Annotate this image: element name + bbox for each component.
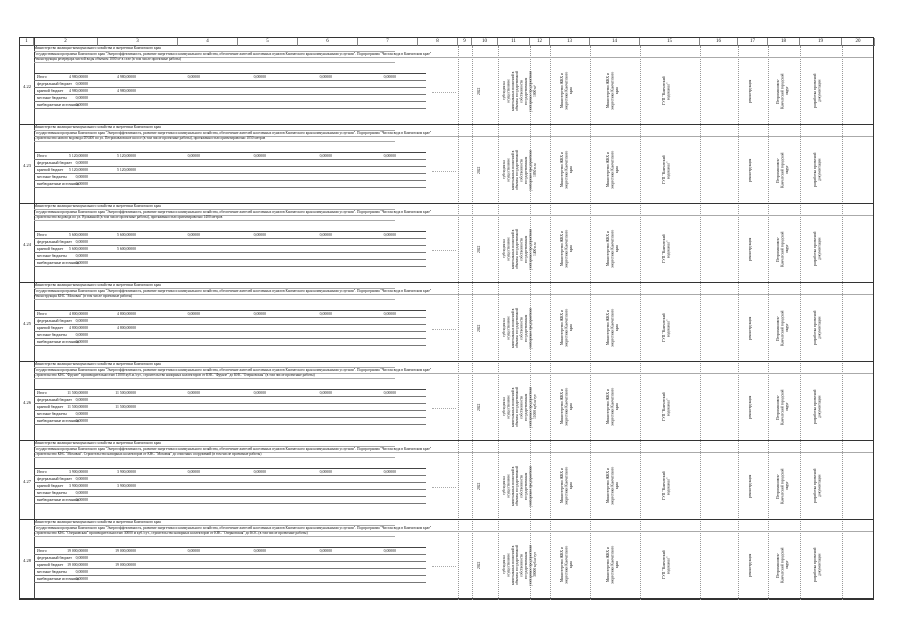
finance-row xyxy=(34,246,426,253)
project-description: Министерство жилищно-коммунального хозяйства и энергетики Камчатского края xyxy=(34,362,395,368)
project-section xyxy=(20,283,873,362)
finance-table xyxy=(34,231,426,268)
finance-row xyxy=(34,253,426,260)
finance-row xyxy=(34,411,426,418)
row-value: 0,00000 xyxy=(75,333,88,337)
project-description: Государственная программа Камчатского края "Энергоэффективность, развитие энергетики и коммунального хозяйства, обеспечение жителей населенных пунктов Камчатского края коммунальными услугами". Подпрограмма "Чистая вода в Камчатском крае" xyxy=(34,368,873,374)
finance-row xyxy=(34,260,426,267)
row-label: местные бюджеты xyxy=(37,412,67,416)
project-description: Реконструкция резервуара чистой воды объемом 1000 м³ в селе (в том числе проектные работы) xyxy=(34,57,395,63)
row-value: 11 500,00000 xyxy=(115,391,136,395)
row-value: 0,00000 xyxy=(319,470,332,474)
stage-label: разработка проектной документации xyxy=(813,389,822,425)
row-label: краевой бюджет xyxy=(37,405,64,409)
funding-form: субсидия на осуществление капитальных вложений в объекты государственной собственности государственным унитарным предприятиям xyxy=(502,465,533,507)
header-cell: 3 xyxy=(98,38,178,46)
municipality-label: Петропавловск- Камчатский городской округ xyxy=(776,310,789,346)
operator-label: ГУП "Камчатский водоканал" xyxy=(662,155,671,185)
row-value: 4 980,00000 xyxy=(69,75,88,79)
row-value: 0,00000 xyxy=(75,96,88,100)
project-section xyxy=(20,46,873,125)
header-cell: 10 xyxy=(472,38,498,46)
row-label: краевой бюджет xyxy=(37,326,64,330)
finance-table xyxy=(34,152,426,189)
header-cell: 1 xyxy=(20,38,34,46)
funding-form: субсидия на осуществление капитальных вложений в объекты государственной собственности государственным унитарным предприятиям xyxy=(502,228,533,270)
header-cell: 18 xyxy=(768,38,800,46)
row-label: местные бюджеты xyxy=(37,175,67,179)
customer-label: Министерство ЖКХ и энергетики Камчатского края xyxy=(560,229,573,269)
stage-label: разработка проектной документации xyxy=(813,468,822,504)
project-section xyxy=(20,204,873,283)
row-value: 0,00000 xyxy=(253,391,266,395)
row-value: 0,00000 xyxy=(75,254,88,258)
row-value: 4 800,00000 xyxy=(117,312,136,316)
row-value: 0,00000 xyxy=(383,470,396,474)
row-value: 0,00000 xyxy=(75,182,88,186)
finance-table xyxy=(34,547,426,584)
project-code: 4.22 xyxy=(23,84,31,89)
finance-row xyxy=(34,325,426,332)
row-label: краевой бюджет xyxy=(37,168,64,172)
header-cell: 4 xyxy=(178,38,238,46)
row-value: 0,00000 xyxy=(383,154,396,158)
finance-row xyxy=(34,181,426,188)
row-value: 19 000,00000 xyxy=(67,563,88,567)
header-cell: 20 xyxy=(842,38,875,46)
project-description: Министерство жилищно-коммунального хозяйства и энергетики Камчатского края xyxy=(34,46,395,52)
row-value: 11 500,00000 xyxy=(115,405,136,409)
project-description: Государственная программа Камчатского края "Энергоэффективность, развитие энергетики и коммунального хозяйства, обеспечение жителей населенных пунктов Камчатского края коммунальными услугами". Подпрограмма "Чистая вода в Камчатском крае" xyxy=(34,526,873,532)
row-label: Итого xyxy=(37,470,47,474)
stage-label: разработка проектной документации xyxy=(813,231,822,267)
row-label: внебюджетные источники xyxy=(37,498,80,502)
row-label: федеральный бюджет xyxy=(37,82,72,86)
row-label: федеральный бюджет xyxy=(37,556,72,560)
developer-label: Министерство ЖКХ и энергетики Камчатского края xyxy=(606,545,619,585)
project-code: 4.23 xyxy=(23,163,31,168)
row-value: 0,00000 xyxy=(75,477,88,481)
row-value: 0,00000 xyxy=(187,154,200,158)
customer-label: Министерство ЖКХ и энергетики Камчатского края xyxy=(560,545,573,585)
finance-row xyxy=(34,74,426,81)
project-code: 4.25 xyxy=(23,321,31,326)
operator-label: ГУП "Камчатский водоканал" xyxy=(662,550,671,580)
finance-row xyxy=(34,318,426,325)
finance-row xyxy=(34,232,426,239)
finance-row xyxy=(34,81,426,88)
year-label: 2022 xyxy=(477,561,481,569)
project-description: Реконструкция КНС "Моховая" (в том числе проектные работы) xyxy=(34,294,395,300)
investment-table xyxy=(19,37,874,600)
row-label: Итого xyxy=(37,75,47,79)
customer-label: Министерство ЖКХ и энергетики Камчатского края xyxy=(560,150,573,190)
funding-form: субсидия на осуществление капитальных вложений в объекты государственной собственности государственным унитарным предприятиям xyxy=(502,386,533,428)
finance-row xyxy=(34,497,426,504)
row-value: 0,00000 xyxy=(383,549,396,553)
row-value: 4 800,00000 xyxy=(69,312,88,316)
row-value: 0,00000 xyxy=(187,75,200,79)
dotted-filler xyxy=(432,92,456,93)
project-description: Министерство жилищно-коммунального хозяйства и энергетики Камчатского края xyxy=(34,441,395,447)
row-value: 0,00000 xyxy=(75,498,88,502)
row-label: внебюджетные источники xyxy=(37,340,80,344)
row-value: 0,00000 xyxy=(187,470,200,474)
dotted-filler xyxy=(432,250,456,251)
row-value: 0,00000 xyxy=(383,233,396,237)
row-value: 0,00000 xyxy=(253,154,266,158)
finance-row xyxy=(34,576,426,583)
header-cell: 9 xyxy=(458,38,472,46)
row-value: 0,00000 xyxy=(319,391,332,395)
row-label: внебюджетные источники xyxy=(37,261,80,265)
stage-label: разработка проектной документации xyxy=(813,547,822,583)
row-value: 5 120,00000 xyxy=(69,168,88,172)
row-value: 11 500,00000 xyxy=(67,391,88,395)
project-code: 4.24 xyxy=(23,242,31,247)
capacity-label: 30000 куб.м/сут xyxy=(533,552,537,578)
work-type-label: реконструкция xyxy=(748,474,752,498)
finance-table xyxy=(34,389,426,426)
finance-row xyxy=(34,404,426,411)
year-label: 2022 xyxy=(477,166,481,174)
row-value: 0,00000 xyxy=(319,154,332,158)
work-type-label: реконструкция xyxy=(748,316,752,340)
row-value: 0,00000 xyxy=(75,161,88,165)
row-value: 5 120,00000 xyxy=(69,154,88,158)
project-description: Строительство КНС "Моховая". Строительство напорных коллекторов от КНС "Моховая" до очистных сооружений (в том числе проектные работы) xyxy=(34,452,395,458)
row-label: внебюджетные источники xyxy=(37,182,80,186)
municipality-label: Петропавловск- Камчатский городской округ xyxy=(776,231,789,267)
row-value: 0,00000 xyxy=(75,419,88,423)
developer-label: Министерство ЖКХ и энергетики Камчатского края xyxy=(606,387,619,427)
row-label: внебюджетные источники xyxy=(37,103,80,107)
row-value: 0,00000 xyxy=(187,233,200,237)
finance-row xyxy=(34,569,426,576)
row-value: 5 600,00000 xyxy=(69,247,88,251)
municipality-label: Петропавловск- Камчатский городской округ xyxy=(776,468,789,504)
finance-row xyxy=(34,239,426,246)
stage-label: разработка проектной документации xyxy=(813,152,822,188)
row-value: 3 900,00000 xyxy=(69,484,88,488)
row-value: 0,00000 xyxy=(187,312,200,316)
project-description: Министерство жилищно-коммунального хозяйства и энергетики Камчатского края xyxy=(34,125,395,131)
finance-row xyxy=(34,562,426,569)
project-description: Министерство жилищно-коммунального хозяйства и энергетики Камчатского края xyxy=(34,520,395,526)
row-value: 4 980,00000 xyxy=(117,75,136,79)
funding-form: субсидия на осуществление капитальных вложений в объекты государственной собственности государственным унитарным предприятиям xyxy=(502,149,533,191)
header-cell: 17 xyxy=(738,38,768,46)
finance-row xyxy=(34,397,426,404)
project-section xyxy=(20,520,873,599)
header-cell: 11 xyxy=(498,38,530,46)
finance-row xyxy=(34,167,426,174)
row-value: 19 000,00000 xyxy=(115,549,136,553)
row-value: 4 980,00000 xyxy=(117,89,136,93)
project-section xyxy=(20,125,873,204)
header-cell: 16 xyxy=(700,38,738,46)
header-cell: 2 xyxy=(34,38,98,46)
row-label: местные бюджеты xyxy=(37,333,67,337)
row-value: 5 600,00000 xyxy=(117,233,136,237)
project-description: Государственная программа Камчатского края "Энергоэффективность, развитие энергетики и коммунального хозяйства, обеспечение жителей населенных пунктов Камчатского края коммунальными услугами". Подпрограмма "Чистая вода в Камчатском крае" xyxy=(34,52,873,58)
header-cell: 19 xyxy=(800,38,842,46)
row-value: 0,00000 xyxy=(75,175,88,179)
row-label: Итого xyxy=(37,233,47,237)
year-label: 2022 xyxy=(477,245,481,253)
row-label: Итого xyxy=(37,154,47,158)
customer-label: Министерство ЖКХ и энергетики Камчатского края xyxy=(560,387,573,427)
dotted-filler xyxy=(432,329,456,330)
operator-label: ГУП "Камчатский водоканал" xyxy=(662,392,671,422)
row-value: 5 600,00000 xyxy=(69,233,88,237)
row-label: краевой бюджет xyxy=(37,484,64,488)
header-cell: 8 xyxy=(418,38,458,46)
dotted-filler xyxy=(432,171,456,172)
dotted-filler xyxy=(432,487,456,488)
row-value: 4 980,00000 xyxy=(69,89,88,93)
row-value: 5 120,00000 xyxy=(117,168,136,172)
row-value: 3 900,00000 xyxy=(117,484,136,488)
funding-form: субсидия на осуществление капитальных вложений в объекты государственной собственности государственным унитарным предприятиям xyxy=(502,544,533,586)
row-value: 3 900,00000 xyxy=(117,470,136,474)
work-type-label: реконструкция xyxy=(748,237,752,261)
work-type-label: реконструкция xyxy=(748,553,752,577)
finance-row xyxy=(34,311,426,318)
row-value: 0,00000 xyxy=(319,312,332,316)
customer-label: Министерство ЖКХ и энергетики Камчатского края xyxy=(560,466,573,506)
dotted-filler xyxy=(432,408,456,409)
project-description: Строительство нового водовода DN400 по ул. Петропавловское шоссе (в том числе проектные работы), протяженностью ориентировочно 1050 метров xyxy=(34,136,395,142)
row-label: краевой бюджет xyxy=(37,563,64,567)
finance-row xyxy=(34,88,426,95)
row-value: 0,00000 xyxy=(75,570,88,574)
row-value: 0,00000 xyxy=(75,82,88,86)
finance-table xyxy=(34,468,426,505)
funding-form: субсидия на осуществление капитальных вложений в объекты государственной собственности государственным унитарным предприятиям xyxy=(502,70,533,112)
finance-row xyxy=(34,95,426,102)
capacity-label: 1050 п.м xyxy=(533,163,537,177)
developer-label: Министерство ЖКХ и энергетики Камчатского края xyxy=(606,150,619,190)
year-label: 2022 xyxy=(477,87,481,95)
finance-row xyxy=(34,548,426,555)
row-value: 0,00000 xyxy=(187,391,200,395)
customer-label: Министерство ЖКХ и энергетики Камчатского края xyxy=(560,71,573,111)
project-code: 4.27 xyxy=(23,479,31,484)
row-label: местные бюджеты xyxy=(37,96,67,100)
work-type-label: реконструкция xyxy=(748,158,752,182)
row-label: краевой бюджет xyxy=(37,247,64,251)
developer-label: Министерство ЖКХ и энергетики Камчатского края xyxy=(606,308,619,348)
project-section xyxy=(20,441,873,520)
project-description: Строительство КНС "Озерновская" производительностью 30000 м куб./сут., строительство напорных коллекторов от КНС "Озерновская" до КОС (в том числе проектные работы) xyxy=(34,531,395,537)
row-value: 0,00000 xyxy=(75,240,88,244)
row-label: внебюджетные источники xyxy=(37,419,80,423)
finance-row xyxy=(34,469,426,476)
row-value: 0,00000 xyxy=(187,549,200,553)
row-value: 0,00000 xyxy=(253,233,266,237)
municipality-label: Петропавловск- Камчатский городской округ xyxy=(776,389,789,425)
capacity-label: 1400 п.м xyxy=(533,242,537,256)
row-value: 0,00000 xyxy=(75,340,88,344)
finance-row xyxy=(34,483,426,490)
year-label: 2022 xyxy=(477,482,481,490)
row-value: 0,00000 xyxy=(75,577,88,581)
operator-label: ГУП "Камчатский водоканал" xyxy=(662,234,671,264)
row-value: 0,00000 xyxy=(75,556,88,560)
year-label: 2022 xyxy=(477,403,481,411)
project-section xyxy=(20,362,873,441)
row-label: Итого xyxy=(37,312,47,316)
funding-form: субсидия на осуществление капитальных вложений в объекты государственной собственности государственным унитарным предприятиям xyxy=(502,307,533,349)
row-value: 19 000,00000 xyxy=(115,563,136,567)
project-description: Министерство жилищно-коммунального хозяйства и энергетики Камчатского края xyxy=(34,204,395,210)
row-value: 0,00000 xyxy=(383,391,396,395)
row-label: федеральный бюджет xyxy=(37,319,72,323)
project-code: 4.26 xyxy=(23,400,31,405)
stage-label: разработка проектной документации xyxy=(813,310,822,346)
project-description: Государственная программа Камчатского края "Энергоэффективность, развитие энергетики и коммунального хозяйства, обеспечение жителей населенных пунктов Камчатского края коммунальными услугами". Подпрограмма "Чистая вода в Камчатском крае" xyxy=(34,131,873,137)
row-value: 0,00000 xyxy=(75,261,88,265)
project-description: Строительство водовода по ул. Вулканной (в том числе проектные работы), протяженностью ориентировочно 1400 метров xyxy=(34,215,395,221)
row-value: 11 500,00000 xyxy=(67,405,88,409)
row-label: местные бюджеты xyxy=(37,491,67,495)
row-label: Итого xyxy=(37,391,47,395)
row-value: 0,00000 xyxy=(383,75,396,79)
header-cell: 7 xyxy=(358,38,418,46)
row-value: 0,00000 xyxy=(253,470,266,474)
row-value: 0,00000 xyxy=(253,312,266,316)
work-type-label: реконструкция xyxy=(748,79,752,103)
developer-label: Министерство ЖКХ и энергетики Камчатского края xyxy=(606,466,619,506)
row-value: 0,00000 xyxy=(75,398,88,402)
developer-label: Министерство ЖКХ и энергетики Камчатского края xyxy=(606,229,619,269)
operator-label: ГУП "Камчатский водоканал" xyxy=(662,471,671,501)
operator-label: ГУП "Камчатский водоканал" xyxy=(662,313,671,343)
operator-label: ГУП "Камчатский водоканал" xyxy=(662,76,671,106)
finance-table xyxy=(34,310,426,347)
row-value: 4 800,00000 xyxy=(69,326,88,330)
row-label: местные бюджеты xyxy=(37,570,67,574)
row-label: Итого xyxy=(37,549,47,553)
finance-row xyxy=(34,332,426,339)
project-description: Министерство жилищно-коммунального хозяйства и энергетики Камчатского края xyxy=(34,283,395,289)
row-label: местные бюджеты xyxy=(37,254,67,258)
capacity-label: 11000 куб.м/сут xyxy=(533,394,537,420)
row-value: 5 600,00000 xyxy=(117,247,136,251)
finance-row xyxy=(34,102,426,109)
finance-row xyxy=(34,390,426,397)
municipality-label: Петропавловск- Камчатский городской округ xyxy=(776,547,789,583)
row-value: 4 800,00000 xyxy=(117,326,136,330)
project-description: Государственная программа Камчатского края "Энергоэффективность, развитие энергетики и коммунального хозяйства, обеспечение жителей населенных пунктов Камчатского края коммунальными услугами". Подпрограмма "Чистая вода в Камчатском крае" xyxy=(34,447,873,453)
work-type-label: реконструкция xyxy=(748,395,752,419)
developer-label: Министерство ЖКХ и энергетики Камчатского края xyxy=(606,71,619,111)
project-description: Государственная программа Камчатского края "Энергоэффективность, развитие энергетики и коммунального хозяйства, обеспечение жителей населенных пунктов Камчатского края коммунальными услугами". Подпрограмма "Чистая вода в Камчатском крае" xyxy=(34,210,873,216)
row-value: 0,00000 xyxy=(253,75,266,79)
customer-label: Министерство ЖКХ и энергетики Камчатского края xyxy=(560,308,573,348)
row-label: федеральный бюджет xyxy=(37,161,72,165)
project-code: 4.28 xyxy=(23,558,31,563)
row-value: 0,00000 xyxy=(75,412,88,416)
row-value: 5 120,00000 xyxy=(117,154,136,158)
row-value: 0,00000 xyxy=(75,491,88,495)
row-value: 0,00000 xyxy=(319,75,332,79)
project-description: Строительство КНС "Фрунзе" производительностью 11000 куб.м./сут., строительство напорных коллекторов от КНС "Фрунзе" до КНС "Озерновская" (в том числе проектные работы) xyxy=(34,373,395,379)
row-label: федеральный бюджет xyxy=(37,398,72,402)
row-label: федеральный бюджет xyxy=(37,477,72,481)
municipality-label: Петропавловск- Камчатский городской округ xyxy=(776,152,789,188)
row-label: краевой бюджет xyxy=(37,89,64,93)
row-label: федеральный бюджет xyxy=(37,240,72,244)
finance-row xyxy=(34,339,426,346)
finance-row xyxy=(34,174,426,181)
capacity-label: 1000 м³ xyxy=(533,85,537,97)
row-value: 19 000,00000 xyxy=(67,549,88,553)
row-value: 0,00000 xyxy=(75,319,88,323)
row-label: внебюджетные источники xyxy=(37,577,80,581)
finance-row xyxy=(34,160,426,167)
row-value: 0,00000 xyxy=(75,103,88,107)
header-cell: 5 xyxy=(238,38,298,46)
header-cell: 6 xyxy=(298,38,358,46)
row-value: 0,00000 xyxy=(253,549,266,553)
header-cell: 14 xyxy=(590,38,640,46)
row-value: 0,00000 xyxy=(319,233,332,237)
finance-row xyxy=(34,490,426,497)
stage-label: разработка проектной документации xyxy=(813,73,822,109)
header-cell: 13 xyxy=(550,38,590,46)
finance-row xyxy=(34,555,426,562)
project-description: Государственная программа Камчатского края "Энергоэффективность, развитие энергетики и коммунального хозяйства, обеспечение жителей населенных пунктов Камчатского края коммунальными услугами". Подпрограмма "Чистая вода в Камчатском крае" xyxy=(34,289,873,295)
row-value: 3 900,00000 xyxy=(69,470,88,474)
finance-table xyxy=(34,73,426,110)
row-value: 0,00000 xyxy=(383,312,396,316)
municipality-label: Петропавловск- Камчатский городской округ xyxy=(776,73,789,109)
finance-row xyxy=(34,476,426,483)
finance-row xyxy=(34,153,426,160)
finance-row xyxy=(34,418,426,425)
header-cell: 12 xyxy=(530,38,550,46)
row-value: 0,00000 xyxy=(319,549,332,553)
header-cell: 15 xyxy=(640,38,700,46)
year-label: 2022 xyxy=(477,324,481,332)
dotted-filler xyxy=(432,566,456,567)
